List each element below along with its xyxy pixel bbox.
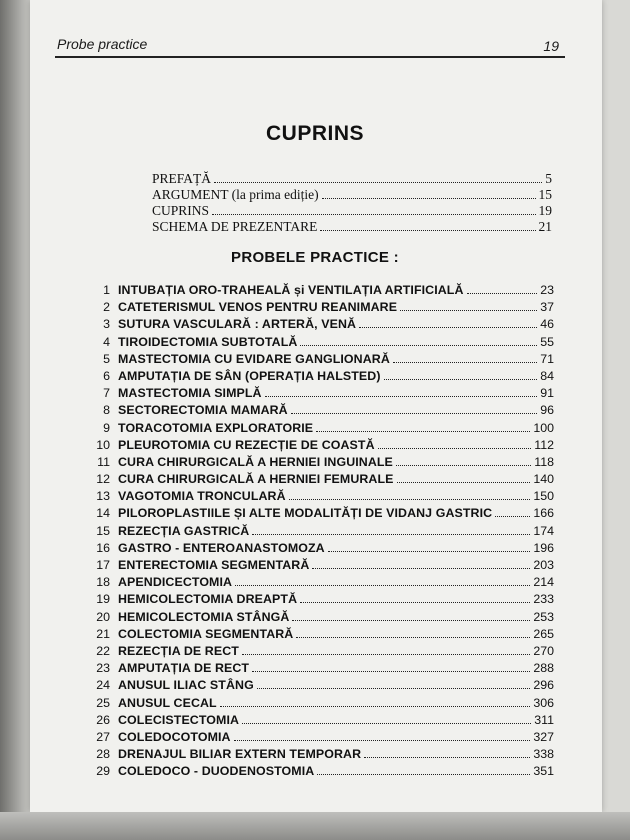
entry-page: 55 [540,334,554,349]
entry-page: 166 [533,506,554,521]
entry-page: 196 [533,540,554,555]
entry-title: TORACOTOMIA EXPLORATORIE [118,420,314,435]
entry-title: COLEDOCO - DUODENOSTOMIA [118,764,315,779]
toc-entry [78,524,554,541]
page-number: 19 [543,38,559,54]
front-matter-label: CUPRINS [152,203,210,218]
leader-dots [289,499,531,500]
entry-number: 5 [103,351,110,366]
leader-dots [312,568,530,569]
entry-title: MASTECTOMIA SIMPLĂ [118,386,262,401]
entry-number: 4 [103,334,110,349]
entry-number: 8 [103,403,110,418]
toc-entry [78,369,554,386]
leader-dots [291,413,537,414]
entry-page: 23 [540,283,554,297]
toc-entry [78,489,554,506]
toc-entry [78,300,554,317]
entry-page: 311 [534,712,554,727]
entry-number: 3 [103,317,110,332]
leader-dots [328,551,531,552]
header-section-title: Probe practice [57,36,148,52]
entry-number: 12 [96,472,110,487]
leader-dots [393,362,537,363]
leader-dots [300,345,537,346]
entry-title: PLEUROTOMIA CU REZECȚIE DE COASTĂ [118,437,375,452]
toc-entry [78,421,554,438]
leader-dots [384,379,538,380]
leader-dots [364,757,530,758]
entry-number: 18 [96,575,110,590]
entry-title: HEMICOLECTOMIA STÂNGĂ [118,609,290,624]
entry-page: 174 [533,523,554,538]
entry-title: COLECTOMIA SEGMENTARĂ [118,626,294,641]
entry-number: 21 [96,626,110,641]
leader-dots [220,706,531,707]
entry-number: 7 [103,386,110,401]
toc-entry [78,506,554,523]
entry-title: SUTURA VASCULARĂ : ARTERĂ, VENĂ [118,317,357,332]
front-matter-page: 19 [538,203,552,218]
entry-number: 22 [96,643,110,658]
entry-number: 6 [103,368,110,383]
entry-page: 296 [533,678,554,693]
entry-title: APENDICECTOMIA [118,575,233,590]
leader-dots [316,431,530,432]
front-matter-page: 5 [545,171,552,186]
entry-page: 265 [533,626,554,641]
entry-page: 112 [534,437,554,452]
toc-entry [78,696,554,713]
leader-dots [214,182,542,183]
entry-page: 270 [533,643,554,658]
entry-title: GASTRO - ENTEROANASTOMOZA [118,540,325,555]
leader-dots [400,310,537,311]
leader-dots [317,774,530,775]
entry-number: 29 [96,764,110,779]
entry-number: 27 [96,729,110,744]
entry-page: 96 [540,403,554,418]
toc-entry [78,627,554,644]
toc-entry [78,661,554,678]
entry-number: 9 [103,420,110,435]
running-header [55,34,565,58]
leader-dots [467,293,538,294]
toc-entry [78,610,554,627]
entry-page: 306 [533,695,554,710]
entry-title: CURA CHIRURGICALĂ A HERNIEI INGUINALE [118,454,393,469]
entry-title: TIROIDECTOMIA SUBTOTALĂ [118,334,298,349]
entry-page: 46 [540,317,554,332]
entry-title: INTUBAȚIA ORO-TRAHEALĂ și VENTILAȚIA ARTIFICIALĂ [118,283,464,297]
leader-dots [265,396,538,397]
front-matter-page: 15 [538,187,552,202]
leader-dots [296,637,530,638]
leader-dots [359,327,537,328]
entry-page: 150 [533,489,554,504]
toc-entry [78,592,554,609]
entry-page: 214 [533,575,554,590]
bottom-shadow [0,812,630,840]
front-matter-item [152,171,552,187]
entry-title: ANUSUL ILIAC STÂNG [118,678,254,693]
toc-entry [78,335,554,352]
toc-entry [78,403,554,420]
entry-number: 1 [103,283,110,297]
toc-entry [78,730,554,747]
toc-entry [78,541,554,558]
entry-page: 203 [533,558,554,572]
entry-number: 23 [96,661,110,676]
front-matter-page: 21 [538,219,552,234]
entry-title: CURA CHIRURGICALĂ A HERNIEI FEMURALE [118,472,394,487]
entry-title: REZECȚIA GASTRICĂ [118,523,250,538]
entry-title: HEMICOLECTOMIA DREAPTĂ [118,592,298,607]
leader-dots [292,620,530,621]
leader-dots [234,740,531,741]
toc-entry [78,764,554,781]
entry-title: CATETERISMUL VENOS PENTRU REANIMARE [118,300,398,315]
leader-dots [252,671,530,672]
leader-dots [242,654,530,655]
entry-title: AMPUTAȚIA DE SÂN (OPERAȚIA HALSTED) [118,368,381,383]
entry-page: 37 [540,300,554,315]
entry-number: 14 [96,506,110,521]
entry-title: COLECISTECTOMIA [118,712,240,727]
entry-number: 10 [96,437,110,452]
entry-title: DRENAJUL BILIAR EXTERN TEMPORAR [118,747,362,762]
toc-entry [78,472,554,489]
entry-page: 288 [533,661,554,676]
toc-entry [78,283,554,300]
leader-dots [300,602,530,603]
entry-title: AMPUTAȚIA DE RECT [118,661,250,676]
front-matter-label: PREFAȚĂ [152,171,212,186]
entry-title: SECTORECTOMIA MAMARĂ [118,403,288,418]
entry-title: ENTERECTOMIA SEGMENTARĂ [118,558,310,572]
entry-number: 16 [96,540,110,555]
leader-dots [212,214,535,215]
entry-number: 11 [97,454,110,469]
entry-number: 13 [96,489,110,504]
entry-page: 71 [540,351,554,366]
toc-entry [78,678,554,695]
toc-entry [78,558,554,575]
front-matter-item [152,203,552,219]
toc-entry [78,747,554,764]
entry-page: 140 [533,472,554,487]
entry-page: 327 [533,729,554,744]
toc-entry [78,455,554,472]
entry-title: VAGOTOMIA TRONCULARĂ [118,489,286,504]
toc-entry [78,317,554,334]
entry-page: 100 [533,420,554,435]
leader-dots [252,534,530,535]
entry-number: 25 [96,695,110,710]
entry-number: 17 [96,558,110,572]
entry-title: PILOROPLASTIILE ȘI ALTE MODALITĂȚI DE VIDANJ GASTRIC [118,506,493,521]
leader-dots [322,198,536,199]
toc-entry [78,644,554,661]
leader-dots [242,723,531,724]
section-title: PROBELE PRACTICE : [231,249,399,266]
entry-number: 24 [96,678,110,693]
entry-number: 19 [96,592,110,607]
front-matter-item [152,219,552,235]
leader-dots [235,585,530,586]
leader-dots [495,516,530,517]
entry-page: 118 [534,454,554,469]
entry-title: ANUSUL CECAL [118,695,217,710]
front-matter-label: SCHEMA DE PREZENTARE [152,219,318,234]
entry-page: 233 [533,592,554,607]
front-matter-list [152,171,552,235]
leader-dots [396,465,531,466]
entry-page: 253 [533,609,554,624]
entry-page: 84 [540,368,554,383]
toc-entry [78,575,554,592]
entry-page: 338 [533,747,554,762]
entry-number: 28 [96,747,110,762]
entry-title: COLEDOCOTOMIA [118,729,231,744]
leader-dots [320,230,535,231]
toc-entry [78,713,554,730]
entry-title: MASTECTOMIA CU EVIDARE GANGLIONARĂ [118,351,390,366]
entry-title: REZECȚIA DE RECT [118,643,239,658]
front-matter-label: ARGUMENT (la prima ediție) [152,187,319,202]
leader-dots [378,448,532,449]
entry-number: 20 [96,609,110,624]
entry-page: 91 [540,386,554,401]
toc-entry [78,386,554,403]
front-matter-item [152,187,552,203]
entry-number: 2 [103,300,110,315]
entry-number: 26 [96,712,110,727]
entry-page: 351 [533,764,554,779]
toc-entry [78,438,554,455]
leader-dots [397,482,531,483]
page-title: CUPRINS [265,122,364,145]
entry-number: 15 [96,523,110,538]
toc-entry [78,352,554,369]
toc-list [78,283,554,781]
leader-dots [257,688,531,689]
